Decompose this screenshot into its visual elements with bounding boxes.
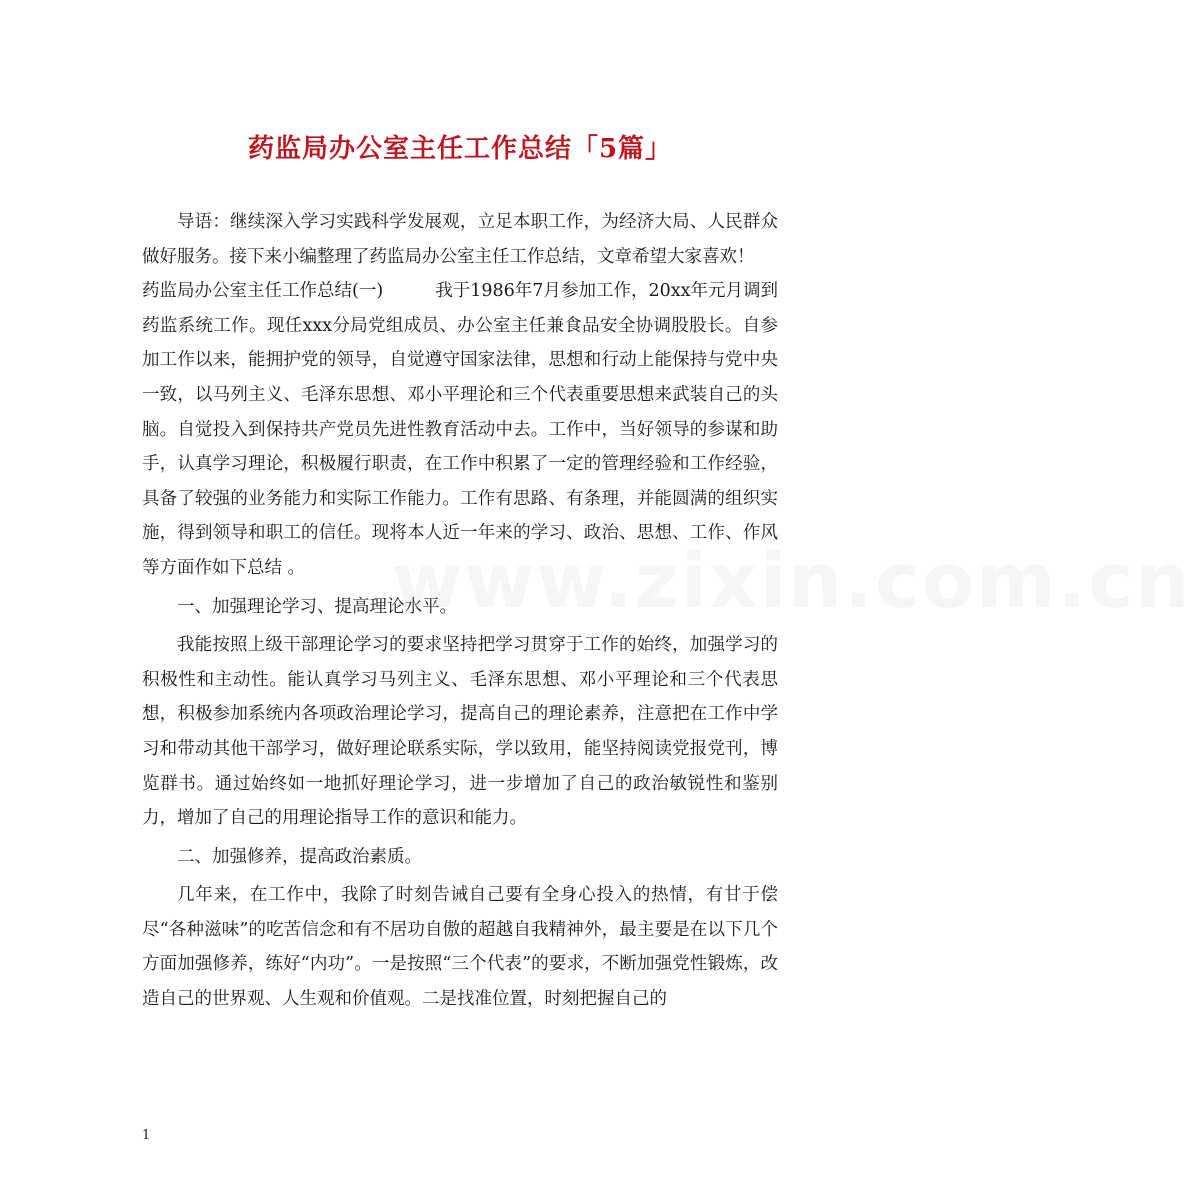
watermark: www.zixin.com.cn [392, 536, 1191, 625]
page-number: 1 [142, 1128, 151, 1143]
section-title: 药监局办公室主任工作总结(一) [142, 281, 384, 302]
heading-one: 一、加强理论学习、提高理论水平。 [177, 596, 457, 617]
paragraph-two: 几年来，在工作中，我除了时刻告诫自己要有全身心投入的热情，有甘于偿尽“各种滋味”的吃苦信念和有不居功自傲的超越自我精神外，最主要是在以下几个方面加强修养，练好“内功”。一是按照“三个代表”的要求，不断加强党性锻炼，改造自己的世界观、人生观和价值观。二是找准位置，时刻把握自己的 [142, 885, 778, 1010]
heading-two: 二、加强修养，提高政治素质。 [177, 846, 422, 867]
paragraph-one: 我能按照上级干部理论学习的要求坚持把学习贯穿于工作的始终，加强学习的积极性和主动性。能认真学习马列主义、毛泽东思想、邓小平理论和三个代表思想，积极参加系统内各项政治理论学习，提高自己的理论素养，注意把在工作中学习和带动其他干部学习，做好理论联系实际，学以致用，能坚持阅读党报党刊，博览群书。通过始终如一地抓好理论学习，进一步增加了自己的政治敏锐性和鉴别力，增加了自己的用理论指导工作的意识和能力。 [142, 635, 778, 829]
intro-paragraph: 导语：继续深入学习实践科学发展观，立足本职工作，为经济大局、人民群众做好服务。接下来小编整理了药监局办公室主任工作总结，文章希望大家喜欢！ [142, 212, 778, 267]
document-title: 药监局办公室主任工作总结「5篇」 [247, 134, 673, 164]
section-opening-text: 我于1986年7月参加工作，20xx年元月调到药监系统工作。现任xxx分局党组成员、办公室主任兼食品安全协调股股长。自参加工作以来，能拥护党的领导，自觉遵守国家法律，思想和行动上能保持与党中央一致，以马列主义、毛泽东思想、邓小平理论和三个代表重要思想来武装自己的头脑。自觉投入到保持共产党员先进性教育活动中去。工作中，当好领导的参谋和助手，认真学习理论，积极履行职责，在工作中积累了一定的管理经验和工作经验，具备了较强的业务能力和实际工作能力。工作有思路、有条理，并能圆满的组织实施，得到领导和职工的信任。现将本人近一年来的学习、政治、思想、工作、作风等方面作如下总结 。 [142, 281, 778, 578]
